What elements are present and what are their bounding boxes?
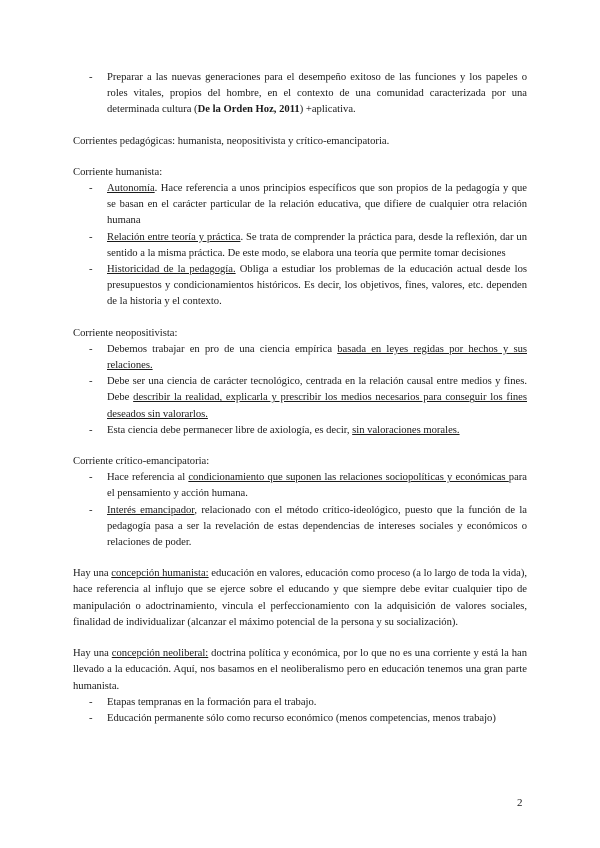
critico-heading: Corriente crítico-emancipatoria: — [73, 456, 210, 468]
list-item: - Debe ser una ciencia de carácter tecnológico, centrada en la relación causal entre medios y fines. Debe describir la realidad, explicarla y prescribir los medios necesarios para conseguir los fines deseados sin valorarlos. — [89, 376, 528, 420]
list-item: - Debemos trabajar en pro de una ciencia empírica basada en leyes regidas por hechos y sus relaciones. — [89, 343, 527, 372]
neoliberal-list — [73, 695, 527, 727]
neopositivista-list — [73, 342, 527, 439]
page-content — [73, 70, 527, 727]
list-item: - Interés emancipador, relacionado con el método crítico-ideológico, puesto que la función de la pedagogía pasa a ser la revelación de estas dependencias de intereses sociales y económicos o relaciones de poder. — [89, 504, 527, 549]
underlined-term: concepción neoliberal: — [111, 648, 209, 660]
underlined-term: Autonomía — [107, 183, 155, 195]
page-number: 2 — [517, 797, 523, 809]
humanista-conception-paragraph: Hay una concepción humanista: educación en valores, educación como proceso (a lo largo de toda la vida), hace referencia al influjo que se ejerce sobre el educando y que siempre debe evitar cualquier tipo de manipulación o adoctrinamiento, vincula el perfeccionamiento con la adquisición de valores sociales, finalidad de individualizar (alcanzar el máximo potencial de la persona y su socialización). — [73, 568, 527, 628]
list-dash: - — [89, 424, 93, 436]
list-item: - Hace referencia al condicionamiento que suponen las relaciones sociopolíticas y económicas para el pensamiento y acción humana. — [89, 472, 527, 500]
list-item: - Educación permanente sólo como recurso económico (menos competencias, menos trabajo) — [73, 711, 527, 727]
underlined-term: Interés emancipador — [107, 504, 195, 516]
underlined-term: basada en leyes regidas por hechos y sus relaciones. — [107, 343, 527, 372]
list-dash: - — [89, 183, 93, 195]
underlined-term: condicionamiento que suponen las relaciones sociopolíticas y económicas — [188, 472, 509, 484]
underlined-term: concepción humanista: — [111, 568, 209, 580]
list-dash: - — [89, 504, 93, 516]
list-dash: - — [89, 696, 93, 708]
list-dash: - — [89, 376, 93, 388]
underlined-term: Relación entre teoría y práctica — [107, 231, 241, 243]
corrientes-line: Corrientes pedagógicas: humanista, neopositivista y crítico-emancipatoria. — [73, 135, 390, 147]
underlined-term: describir la realidad, explicarla y prescribir los medios necesarios para conseguir los fines deseados sin valorarlos. — [107, 392, 528, 420]
list-item: - Historicidad de la pedagogía. Obliga a estudiar los problemas de la educación actual desde los presupuestos y condicionamientos históricos. Es decir, los objetivos, fines, valores, etc. dependen de la historia y el contexto. — [89, 264, 527, 308]
list-dash: - — [89, 712, 93, 724]
critico-list — [73, 470, 527, 551]
underlined-term: sin valoraciones morales. — [352, 424, 460, 436]
list-dash: - — [89, 343, 93, 355]
list-dash: - — [89, 264, 93, 276]
list-item: - Etapas tempranas en la formación para el trabajo. — [73, 695, 527, 711]
neoliberal-conception-paragraph: Hay una concepción neoliberal: doctrina política y económica, por lo que no es una corriente y está la han llevado a la educación. Aquí, nos basamos en el neoliberalismo pero en educación tenemos una gran parte humanista. — [73, 648, 527, 692]
list-dash: - — [89, 231, 93, 243]
neopositivista-heading: Corriente neopositivista: — [73, 327, 178, 339]
underlined-term: Historicidad de la pedagogía. — [107, 264, 236, 276]
intro-list — [73, 70, 527, 119]
list-dash: - — [89, 72, 93, 83]
list-item: - Relación entre teoría y práctica. Se trata de comprender la práctica para, desde la reflexión, dar un sentido a la misma práctica. De este modo, se elabora una teoría que permite tomar decisiones — [89, 231, 527, 259]
citation: De la Orden Hoz, 2011 — [197, 104, 300, 116]
list-item: - Preparar a las nuevas generaciones para el desempeño exitoso de las funciones y los papeles o roles vitales, propios del hombre, en el contexto de una comunidad caracterizada por una determinada cultura (De la Orden Hoz, 2011) +aplicativa. — [89, 72, 527, 116]
list-dash: - — [89, 472, 93, 484]
humanista-list — [73, 181, 527, 311]
list-item: - Autonomía. Hace referencia a unos principios específicos que son propios de la pedagogía y que se basan en el carácter particular de la relación educativa, que difiere de cualquier otra relación humana — [89, 183, 527, 227]
humanista-heading: Corriente humanista: — [73, 166, 163, 178]
list-item: - Esta ciencia debe permanecer libre de axiología, es decir, sin valoraciones morales. — [73, 423, 527, 439]
